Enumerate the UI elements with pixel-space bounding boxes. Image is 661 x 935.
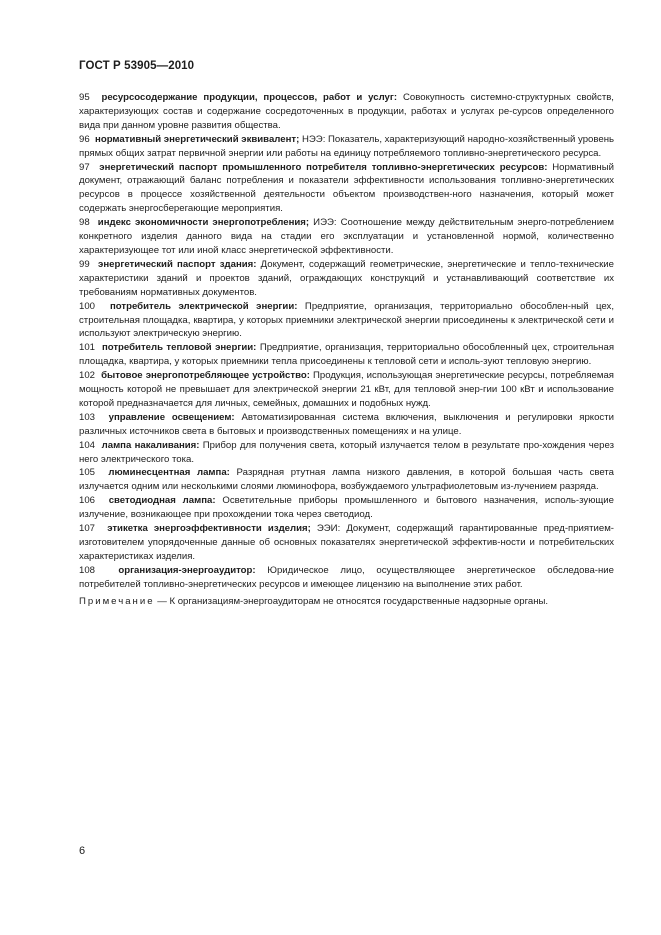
entry-definition: ЭЭИ: Документ, содержащий гарантированные пред-приятием-изготовителем упорядоченные данные об основных показателях энергетической эффектив-ности и потребительских характеристиках изделия. [79, 523, 614, 562]
entry-term: лампа накаливания: [101, 439, 200, 451]
entry-definition: Разрядная ртутная лампа низкого давления, в которой большая часть света излучается одним или несколькими слоями люминофора, возбуждаемого ультрафиолетовым из-лучением разряда. [79, 467, 615, 493]
entry-term: индекс экономичности энергопотребления; [97, 217, 310, 229]
entry-definition: Автоматизированная система включения, выключения и регулировки яркости различных источников света в бытовых и производственных помещениях и на улице. [79, 411, 614, 437]
document-header: ГОСТ Р 53905—2010 [79, 60, 195, 72]
term-entry-95 [79, 91, 614, 133]
entry-number: 99 [79, 258, 90, 270]
entry-term: потребитель электрической энергии: [109, 300, 298, 312]
term-entry-104 [79, 439, 614, 467]
entry-definition: Документ, содержащий геометрические, энергетические и тепло-технические характеристики зданий и проектов зданий, ограждающих конструкций и устанавливающий соответствие их требованиям нормативных документов. [79, 258, 614, 298]
entry-definition: Совокупность системно-структурных свойств, характеризующих состав и содержание сосредоточенных в продукции, работах и услугах ре-сурсов определенного вида при данном уровне развития общества. [79, 92, 614, 131]
note-label: Примечание [79, 595, 155, 607]
entry-number: 107 [79, 523, 96, 535]
entry-definition: ИЭЭ: Соотношение между действительным энерго-потреблением конкретного изделия данного вида на стадии его эксплуатации и установленной нормой, количественно характеризующее тот или иной класс энергетической эффективности. [79, 217, 614, 256]
entry-term: энергетический паспорт здания: [98, 258, 257, 270]
term-entry-96 [79, 133, 614, 161]
term-entry-100 [79, 300, 614, 342]
entry-definition: Юридическое лицо, осуществляющее энергетическое обследова-ние потребителей топливно-энергетических ресурсов и имеющее лицензию на выполнение этих работ. [79, 564, 614, 590]
note-text: — К организациям-энергоаудиторам не относятся государственные надзорные органы. [157, 595, 549, 607]
entry-number: 98 [79, 217, 90, 229]
entry-term: управление освещением: [108, 411, 235, 423]
page-number: 6 [79, 845, 86, 857]
entry-number: 104 [79, 439, 96, 451]
term-entry-103 [79, 411, 614, 439]
entry-term: потребитель тепловой энергии: [101, 342, 257, 354]
entry-number: 96 [79, 133, 90, 145]
entry-number: 103 [79, 411, 96, 423]
entry-definition: Осветительные приборы промышленного и бытового назначения, исполь-зующие излучение, возникающее при прохождении тока через светодиод. [79, 495, 614, 521]
entry-definition: Предприятие, организация, территориально обособленный цех, строительная площадка, квартира, у которых приемники тепла присоединены к тепловой сети и исполь-зуют тепловую энергию. [79, 342, 615, 368]
note [79, 595, 614, 609]
entry-term: ресурсосодержание продукции, процессов, работ и услуг: [101, 92, 398, 103]
term-entry-105 [79, 466, 614, 494]
entry-term: этикетка энергоэффективности изделия; [107, 523, 311, 535]
entry-term: организация-энергоаудитор: [118, 564, 256, 576]
entry-number: 106 [79, 495, 96, 507]
entry-definition: Предприятие, организация, территориально обособлен-ный цех, строительная площадка, квартира, у которых приемники электрической энергии присоединены к электрической сети и используют электрическую энергию. [79, 300, 614, 340]
term-entry-107 [79, 522, 614, 564]
term-entry-101 [79, 341, 614, 369]
entry-term: нормативный энергетический эквивалент; [95, 133, 300, 145]
entry-definition: Прибор для получения света, который излучается телом в результате про-хождения через него электрического тока. [79, 439, 614, 465]
entry-term: светодиодная лампа: [108, 495, 216, 507]
term-entry-99 [79, 258, 614, 300]
entry-number: 108 [79, 564, 96, 576]
term-entry-102 [79, 369, 614, 411]
term-entry-106 [79, 494, 614, 522]
entry-number: 97 [79, 161, 90, 173]
entry-number: 102 [79, 370, 96, 382]
entry-term: бытовое энергопотребляющее устройство: [101, 370, 310, 382]
entry-definition: Продукция, использующая энергетические ресурсы, потребляемая мощность которой не превышает для электрической энергии 21 кВт, для тепловой энер-гии 100 кВт и использование которой предназначается для личных, семейных, домашних и подобных нужд. [79, 370, 615, 409]
entry-term: люминесцентная лампа: [108, 467, 230, 479]
entry-term: энергетический паспорт промышленного потребителя топливно-энергетических ресурсов: [99, 161, 548, 173]
entry-definition: Нормативный документ, отражающий баланс потребления и показатели эффективности использования топливно-энергетических ресурсов в процессе хозяйственной деятельности объектом производствен-ного назначения, который может содержать энергосберегающие мероприятия. [79, 161, 614, 215]
terms-list [79, 91, 614, 618]
entry-number: 95 [79, 92, 90, 103]
entry-definition: НЭЭ: Показатель, характеризующий народно-хозяйственный уровень прямых общих затрат первичной энергии или работы на единицу потребляемого топливно-энергетического ресурса. [79, 133, 614, 159]
term-entry-97 [79, 161, 614, 217]
entry-number: 101 [79, 342, 96, 354]
term-entry-108 [79, 564, 614, 592]
entry-number: 105 [79, 467, 96, 479]
term-entry-98 [79, 216, 614, 258]
entry-number: 100 [79, 300, 96, 312]
